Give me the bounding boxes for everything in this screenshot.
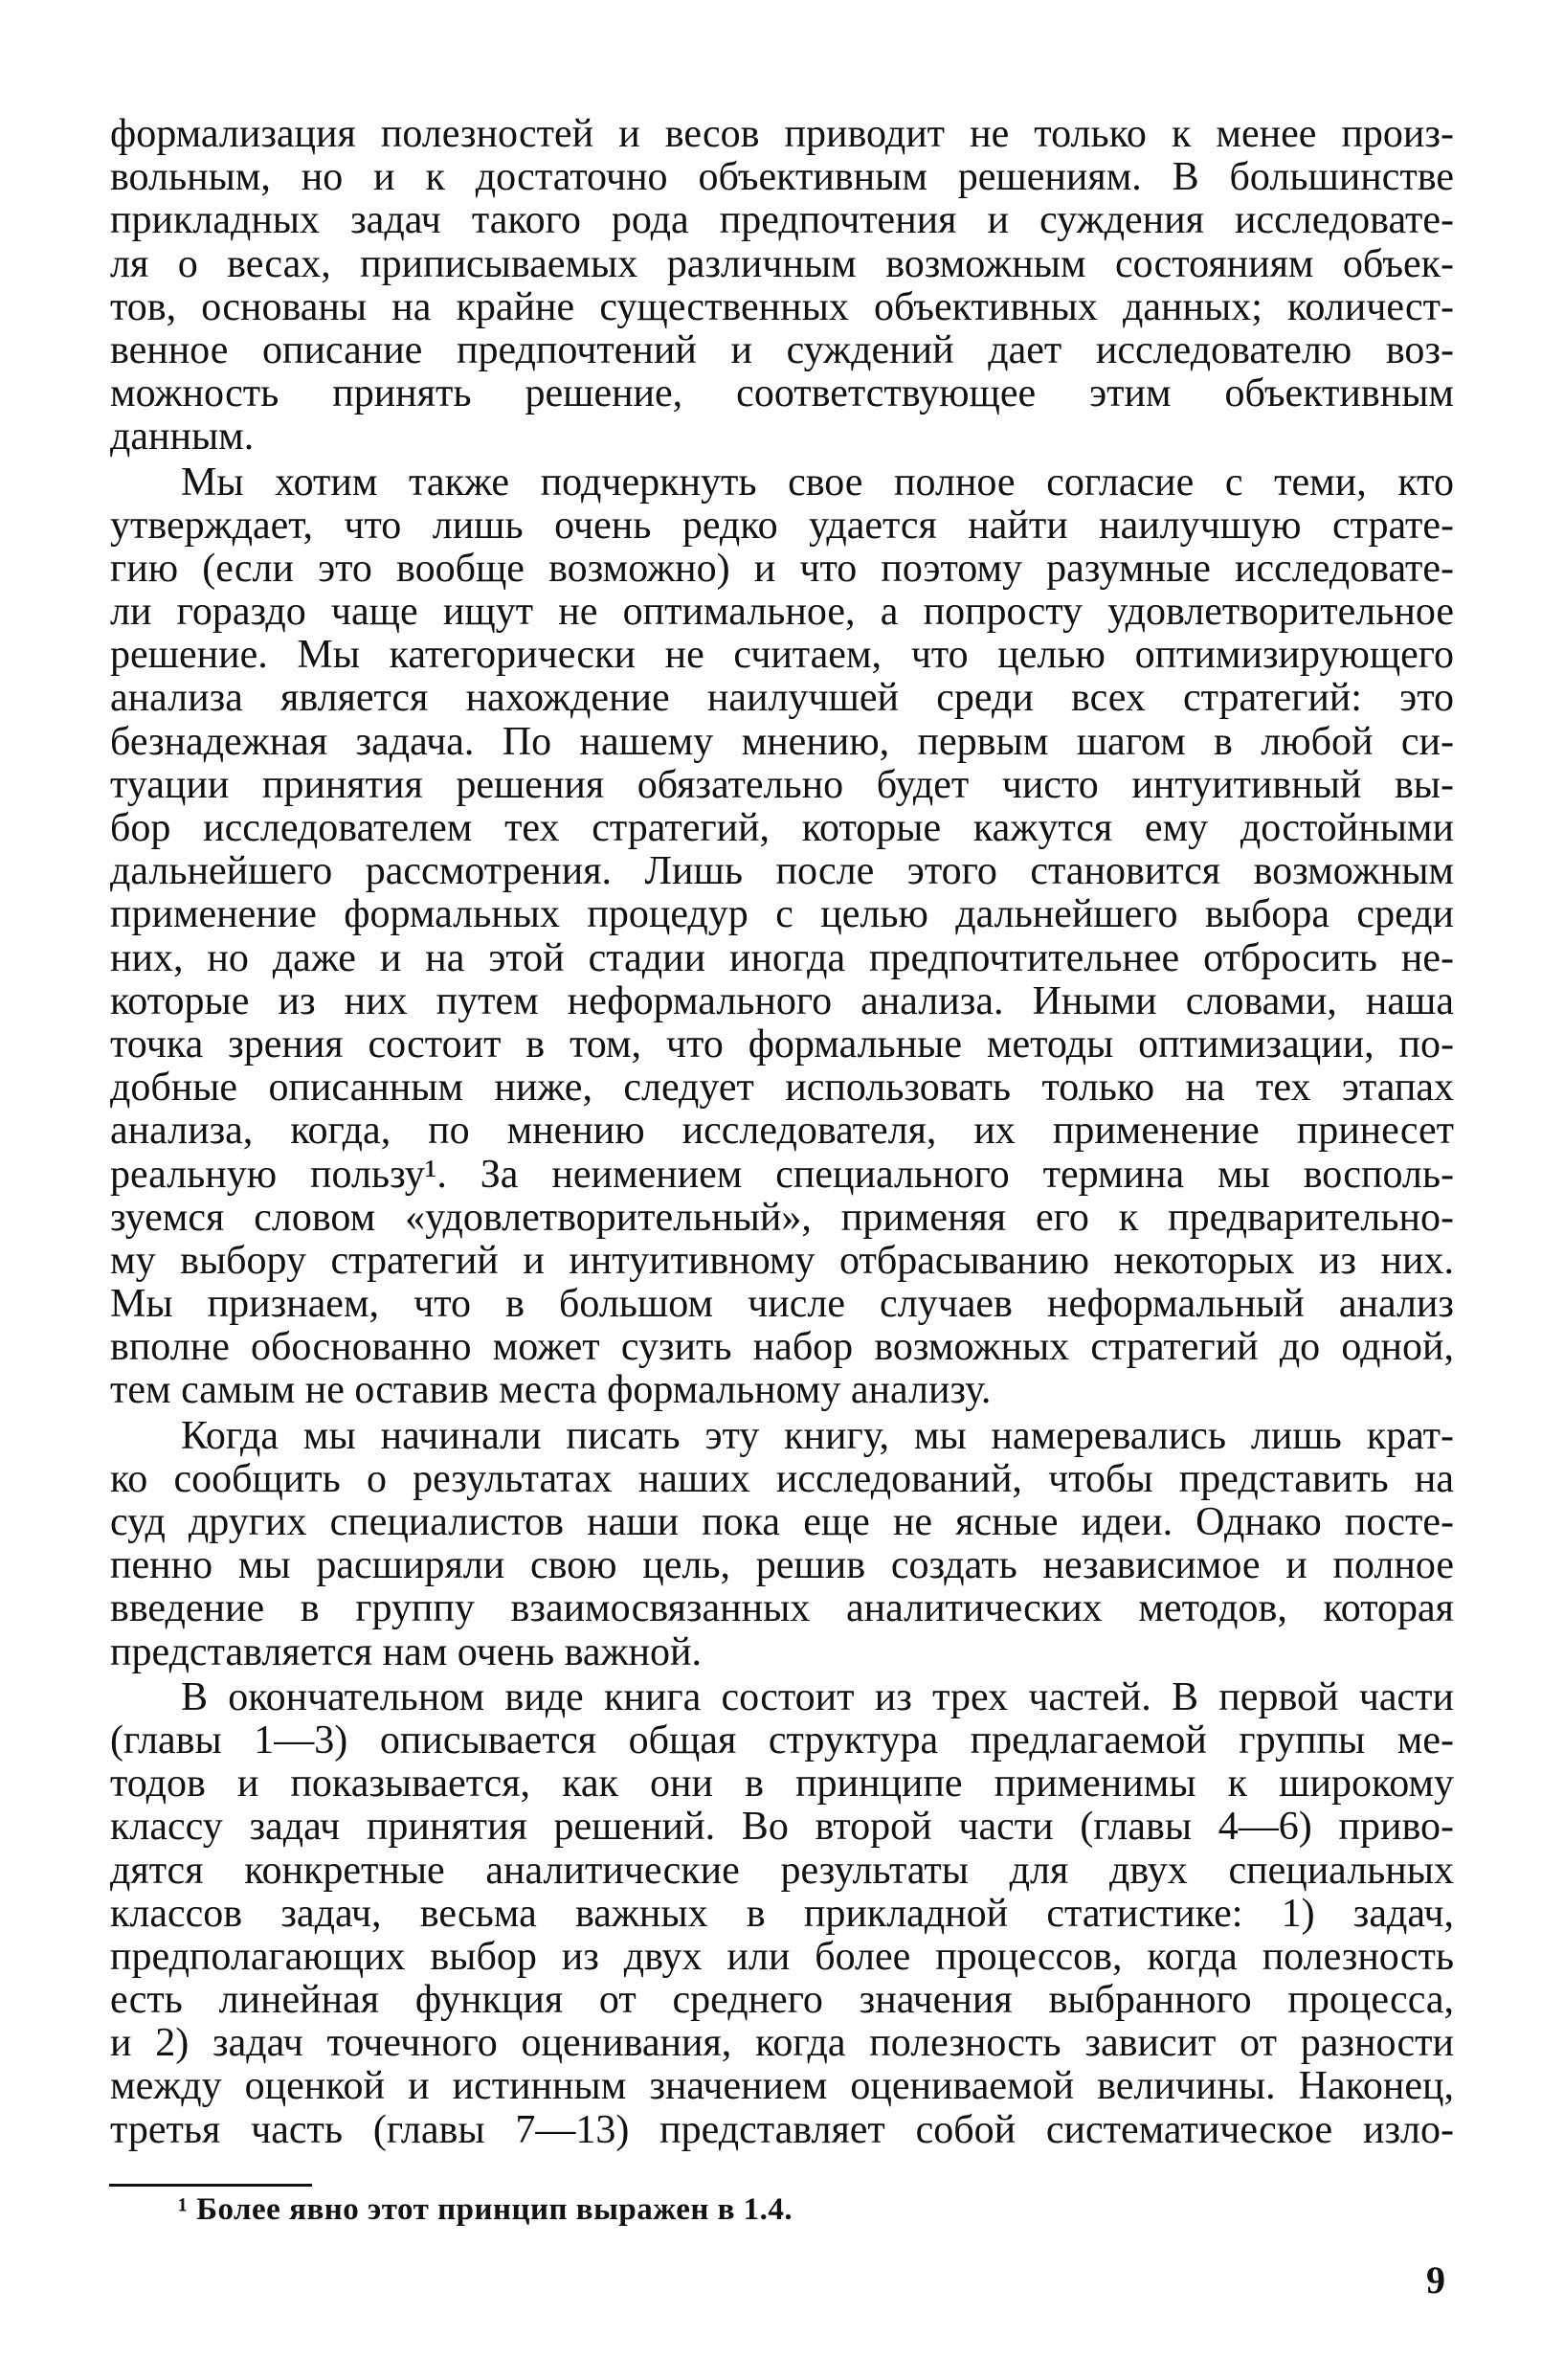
page-number: 9 [1426, 2258, 1445, 2301]
text-line: дальнейшего рассмотрения. Лишь после этого становится возможным [110, 849, 1454, 894]
text-line: представляется нам очень важной. [110, 1629, 703, 1674]
text-line: применение формальных процедур с целью дальнейшего выбора среди [110, 892, 1454, 937]
text-line: формализация полезностей и весов приводит не только к менее произ- [110, 112, 1454, 156]
text-line: бор исследователем тех стратегий, которые кажутся ему достойными [110, 806, 1454, 850]
text-line: прикладных задач такого рода предпочтения и суждения исследовате- [110, 198, 1454, 243]
text-line: (главы 1—3) описывается общая структура предлагаемой группы ме- [110, 1718, 1454, 1763]
paragraph [110, 461, 1454, 1413]
body-text [110, 113, 1454, 2152]
text-line: классу задач принятия решений. Во второй части (главы 4—6) приво- [110, 1805, 1454, 1850]
text-line: гию (если это вообще возможно) и что поэтому разумные исследовате- [110, 546, 1454, 591]
text-line: решение. Мы категорически не считаем, что целью оптимизирующего [110, 633, 1454, 678]
text-line: добные описанным ниже, следует использовать только на тех этапах [110, 1066, 1454, 1111]
text-line: зуемся словом «удовлетворительный», применяя его к предварительно- [110, 1195, 1454, 1240]
text-line: вольным, но и к достаточно объективным решениям. В большинстве [110, 155, 1454, 200]
text-line: пенно мы расширяли свою цель, решив создать независимое и полное [110, 1543, 1454, 1588]
text-line: ко сообщить о результатах наших исследований, чтобы представить на [110, 1456, 1454, 1501]
text-line: безнадежная задача. По нашему мнению, первым шагом в любой си- [110, 719, 1454, 764]
text-line: тодов и показывается, как они в принципе применимы к широкому [110, 1762, 1454, 1807]
text-line: туации принятия решения обязательно будет чисто интуитивный вы- [110, 762, 1454, 807]
text-line: есть линейная функция от среднего значения выбранного процесса, [110, 1978, 1454, 2023]
text-line: данным. [110, 415, 255, 460]
text-line: классов задач, весьма важных в прикладной статистике: 1) задач, [110, 1891, 1454, 1936]
text-line: реальную пользу¹. За неимением специального термина мы восполь- [110, 1152, 1454, 1197]
text-line: Мы хотим также подчеркнуть свое полное согласие с теми, кто [181, 460, 1454, 505]
text-line: введение в группу взаимосвязанных аналитических методов, которая [110, 1586, 1454, 1631]
text-line: и 2) задач точечного оценивания, когда полезность зависит от разности [110, 2021, 1454, 2066]
text-line: венное описание предпочтений и суждений дает исследователю воз- [110, 327, 1454, 372]
paragraph [110, 1415, 1454, 1674]
text-line: анализа является нахождение наилучшей среди всех стратегий: это [110, 676, 1454, 721]
paragraph [110, 1676, 1454, 2152]
text-line: Мы признаем, что в большом числе случаев неформальный анализ [110, 1282, 1454, 1327]
text-line: точка зрения состоит в том, что формальные методы оптимизации, по- [110, 1022, 1454, 1067]
text-line: можность принять решение, соответствующее этим объективным [110, 371, 1454, 416]
text-line: утверждает, что лишь очень редко удается найти наилучшую страте- [110, 503, 1454, 548]
text-line: тов, основаны на крайне существенных объективных данных; количест- [110, 284, 1454, 329]
text-line: которые из них путем неформального анализа. Иными словами, наша [110, 978, 1454, 1023]
text-line: предполагающих выбор из двух или более процессов, когда полезность [110, 1934, 1454, 1979]
text-line: ли гораздо чаще ищут не оптимальное, а попросту удовлетворительное [110, 590, 1454, 635]
text-line: суд других специалистов наши пока еще не ясные идеи. Однако посте- [110, 1500, 1454, 1544]
text-line: вполне обоснованно может сузить набор возможных стратегий до одной, [110, 1325, 1454, 1370]
text-line: анализа, когда, по мнению исследователя, их применение принесет [110, 1109, 1454, 1154]
text-line: му выбору стратегий и интуитивному отбрасыванию некоторых из них. [110, 1238, 1454, 1283]
text-line: тем самым не оставив места формальному анализу. [110, 1368, 992, 1413]
text-line: между оценкой и истинным значением оцениваемой величины. Наконец, [110, 2064, 1454, 2109]
paragraph [110, 113, 1454, 460]
text-line: ля о весах, приписываемых различным возможным состояниям объек- [110, 241, 1454, 286]
text-line: них, но даже и на этой стадии иногда предпочтительнее отбросить не- [110, 935, 1454, 980]
text-line: Когда мы начинали писать эту книгу, мы намеревались лишь крат- [181, 1413, 1454, 1458]
text-line: третья часть (главы 7—13) представляет собой систематическое изло- [110, 2107, 1454, 2152]
text-line: В окончательном виде книга состоит из трех частей. В первой части [181, 1674, 1454, 1719]
text-line: дятся конкретные аналитические результаты для двух специальных [110, 1848, 1454, 1893]
footnote: ¹ Более явно этот принцип выражен в 1.4. [178, 2192, 793, 2227]
footnote-separator [109, 2184, 312, 2187]
